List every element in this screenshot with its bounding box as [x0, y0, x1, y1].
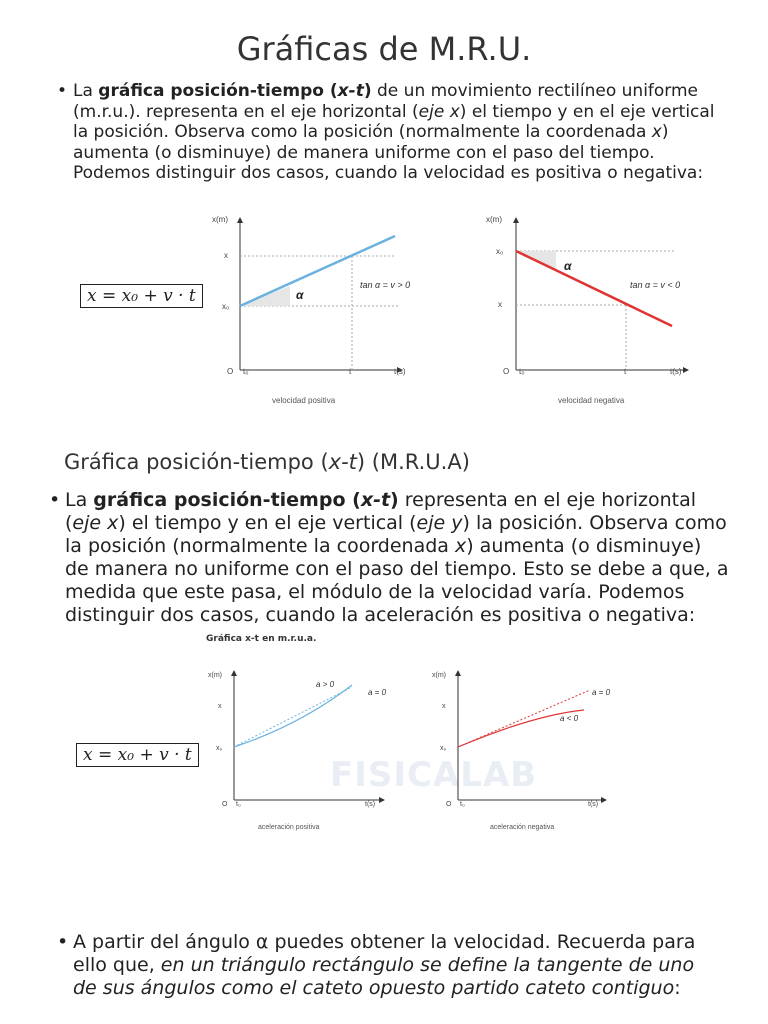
svg-text:tan α = v < 0: tan α = v < 0	[630, 280, 681, 290]
formula-mru: x = x₀ + v · t	[80, 284, 203, 308]
svg-text:O: O	[222, 801, 228, 808]
svg-text:velocidad negativa: velocidad negativa	[558, 396, 625, 405]
svg-text:x₀: x₀	[222, 302, 230, 311]
graph-velocidad-positiva	[200, 208, 420, 408]
figure-title: Gráfica x-t en m.r.u.a.	[206, 634, 317, 644]
svg-text:O: O	[446, 801, 452, 808]
svg-text:t(s): t(s)	[394, 367, 406, 376]
svg-text:aceleración negativa: aceleración negativa	[490, 824, 555, 831]
bullet-paragraph-mru: • La gráfica posición-tiempo (x-t) de un movimiento rectilíneo uniforme (m.r.u.). representa en el eje horizontal (eje x) el tiempo y en el eje vertical la posición. Observa como la posición (normalmente la coordenada x) aumenta (o disminuye) de manera uniforme con el paso del tiempo. Podemos distinguir dos casos, cuando la velocidad es positiva o negativa:	[57, 81, 715, 183]
svg-text:x(m): x(m)	[486, 215, 502, 224]
svg-text:a = 0: a = 0	[368, 688, 387, 697]
svg-text:x₀: x₀	[440, 745, 447, 752]
svg-text:x: x	[218, 703, 222, 710]
svg-text:t₀: t₀	[519, 367, 525, 376]
svg-text:t(s): t(s)	[670, 367, 682, 376]
svg-text:a = 0: a = 0	[592, 688, 611, 697]
bullet-dot: •	[57, 81, 68, 101]
svg-text:x: x	[442, 703, 446, 710]
svg-text:a > 0: a > 0	[316, 680, 335, 689]
svg-text:t: t	[624, 367, 627, 376]
constant-velocity-line	[234, 687, 352, 747]
svg-text:x(m): x(m)	[208, 672, 222, 679]
svg-text:x₀: x₀	[216, 745, 223, 752]
bullet-dot: •	[57, 931, 69, 953]
position-line	[240, 236, 395, 306]
svg-text:t₀: t₀	[460, 801, 465, 808]
svg-text:t₀: t₀	[243, 367, 249, 376]
svg-text:t₀: t₀	[236, 801, 241, 808]
svg-text:t: t	[349, 367, 352, 376]
graph-velocidad-negativa	[476, 208, 706, 408]
graph-aceleracion-positiva	[200, 665, 390, 835]
accelerated-curve	[234, 685, 352, 747]
svg-text:x(m): x(m)	[212, 215, 228, 224]
bullet-paragraph-mrua: • La gráfica posición-tiempo (x-t) representa en el eje horizontal (eje x) el tiempo y en el eje vertical (eje y) la posición. Observa como la posición (normalmente la coordenada x) aumenta (o disminuye) de manera no uniforme con el paso del tiempo. Esto se debe a que, a medida que este pasa, el módulo de la velocidad varía. Podemos distinguir dos casos, cuando la aceleración es positiva o negativa:	[49, 489, 729, 626]
bullet-dot: •	[49, 489, 61, 511]
svg-text:velocidad positiva: velocidad positiva	[272, 396, 336, 405]
watermark: FISICALAB	[330, 755, 538, 795]
bullet-paragraph-angle: • A partir del ángulo α puedes obtener la velocidad. Recuerda para ello que, en un triángulo rectángulo se define la tangente de uno de sus ángulos como el cateto opuesto partido cateto contiguo:	[57, 931, 696, 999]
svg-text:α: α	[564, 259, 572, 273]
svg-text:x(m): x(m)	[432, 672, 446, 679]
svg-text:a < 0: a < 0	[560, 714, 579, 723]
svg-text:tan α = v > 0: tan α = v > 0	[360, 280, 411, 290]
svg-text:t(s): t(s)	[588, 801, 599, 808]
svg-text:x: x	[498, 300, 502, 309]
svg-text:t(s): t(s)	[365, 801, 376, 808]
svg-text:x: x	[224, 251, 228, 260]
svg-text:O: O	[503, 367, 510, 376]
graph-aceleracion-negativa	[424, 665, 624, 835]
svg-text:α: α	[296, 288, 304, 302]
formula-mrua: x = x₀ + v · t	[76, 743, 199, 767]
svg-text:O: O	[227, 367, 234, 376]
page-title: Gráficas de M.R.U.	[236, 30, 532, 68]
svg-text:x₀: x₀	[496, 247, 504, 256]
section-subtitle: Gráfica posición-tiempo (x-t) (M.R.U.A)	[64, 450, 470, 474]
svg-text:aceleración positiva: aceleración positiva	[258, 824, 320, 831]
